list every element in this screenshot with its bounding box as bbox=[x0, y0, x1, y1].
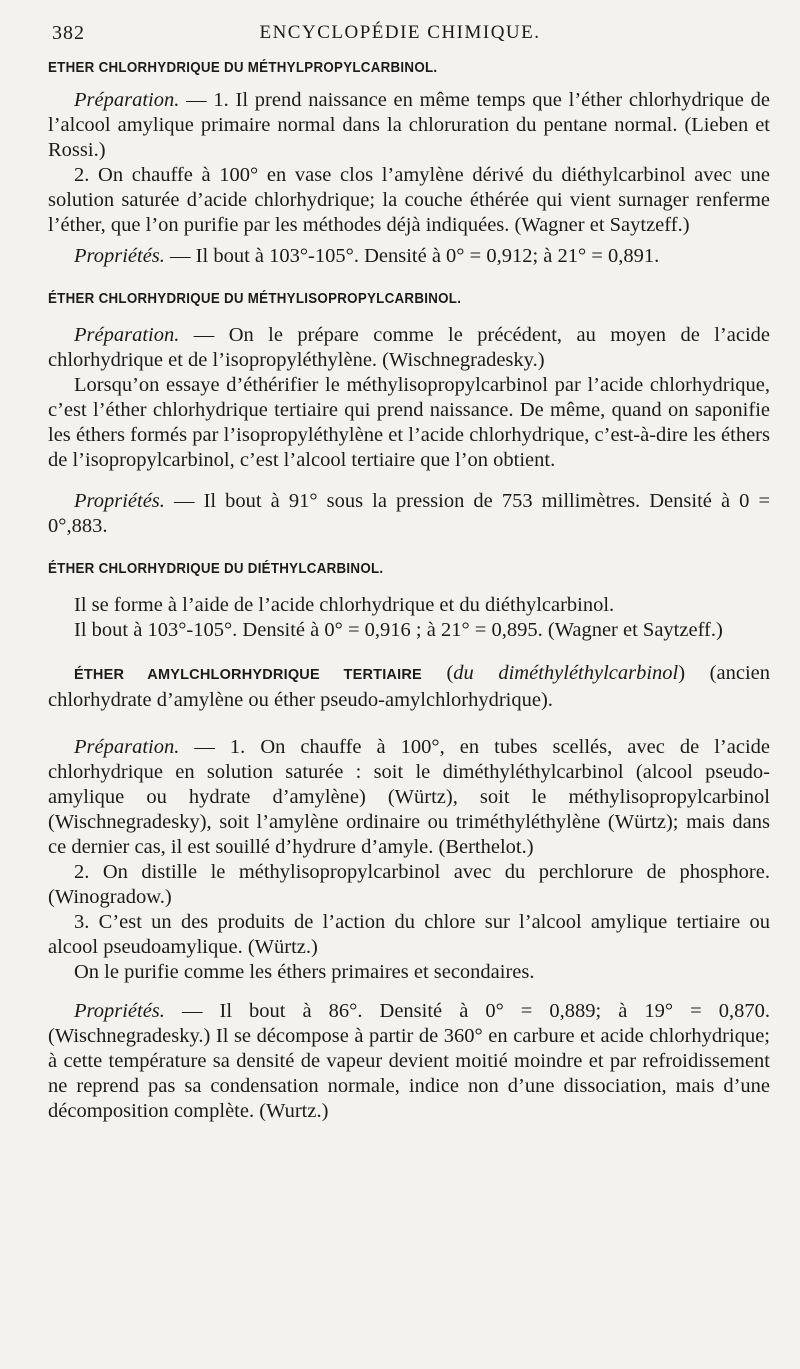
paragraph-label: Préparation. bbox=[74, 324, 180, 346]
section-heading-amylchlorhydrique-tertiaire: ÉTHER AMYLCHLORHYDRIQUE TERTIAIRE (du diméthyléthylcarbinol) (ancien chlorhydrate d’amylène ou éther pseudo-amylchlorhydrique). bbox=[48, 662, 770, 711]
section-heading-methylisopropylcarbinol: ÉTHER CHLORHYDRIQUE DU MÉTHYLISOPROPYLCARBINOL. bbox=[48, 291, 462, 307]
heading-italic: du diméthyléthylcarbinol bbox=[453, 662, 679, 684]
section-heading-diethylcarbinol: ÉTHER CHLORHYDRIQUE DU DIÉTHYLCARBINOL. bbox=[48, 561, 384, 577]
running-head bbox=[0, 22, 800, 52]
paragraph-label: Préparation. bbox=[74, 89, 180, 111]
paragraph bbox=[48, 999, 770, 1124]
paragraph-text: — 1. On chauffe à 100°, en tubes scellés, avec de l’acide chlorhydrique en solution saturée : soit le diméthyléthylcarbinol (alcool pseudo-amylique ou hydrate d’amylène) (Würtz), soit le méthylisopropylcarbinol (Wischnegradesky), soit l’amylène ordinaire ou triméthyléthylène (Würtz); mais dans ce dernier cas, il est souillé d’hydrure d’amyle. (Berthelot.) bbox=[48, 736, 770, 858]
paragraph: Il bout à 103°-105°. Densité à 0° = 0,916 ; à 21° = 0,895. (Wagner et Saytzeff.) bbox=[74, 619, 723, 641]
paragraph-label: Propriétés. bbox=[74, 1000, 165, 1022]
paragraph: Il se forme à l’aide de l’acide chlorhydrique et du diéthylcarbinol. bbox=[74, 594, 615, 616]
running-title: ENCYCLOPÉDIE CHIMIQUE. bbox=[259, 22, 541, 43]
paragraph bbox=[48, 88, 770, 163]
paragraph-label: Préparation. bbox=[74, 736, 180, 758]
paragraph: 2. On distille le méthylisopropylcarbinol avec du perchlorure de phosphore. (Winogradow.) bbox=[48, 861, 770, 908]
heading-bold: ÉTHER AMYLCHLORHYDRIQUE TERTIAIRE bbox=[74, 667, 422, 683]
paragraph-label: Propriétés. bbox=[74, 245, 165, 267]
paragraph-text: — Il bout à 91° sous la pression de 753 millimètres. Densité à 0 = 0°,883. bbox=[48, 490, 770, 537]
paragraph bbox=[48, 323, 770, 373]
paragraph: On le purifie comme les éthers primaires et secondaires. bbox=[74, 961, 535, 983]
paragraph bbox=[48, 244, 770, 269]
section-heading-methylpropylcarbinol: ETHER CHLORHYDRIQUE DU MÉTHYLPROPYLCARBINOL. bbox=[48, 60, 438, 76]
paragraph-text: — Il bout à 86°. Densité à 0° = 0,889; à 19° = 0,870. (Wischnegradesky.) Il se décompose à partir de 360° en carbure et acide chlorhydrique; à cette température sa densité de vapeur devient moitié moindre et par refroidissement ne reprend pas sa condensation normale, indice non d’une dissociation, mais d’une décomposition complète. (Wurtz.) bbox=[48, 1000, 770, 1122]
paragraph bbox=[48, 489, 770, 539]
paragraph bbox=[48, 735, 770, 860]
paragraph: Lorsqu’on essaye d’éthérifier le méthylisopropylcarbinol par l’acide chlorhydrique, c’est l’éther chlorhydrique tertiaire qui prend naissance. De même, quand on saponifie les éthers formés par l’isopropyléthylène et l’acide chlorhydrique, c’est-à-dire les éthers de l’isopropylcarbinol, c’est l’alcool tertiaire que l’on obtient. bbox=[48, 374, 770, 471]
paragraph: 2. On chauffe à 100° en vase clos l’amylène dérivé du diéthylcarbinol avec une solution saturée d’acide chlorhydrique; la couche éthérée qui vient surnager renferme l’éther, que l’on purifie par les méthodes déjà indiquées. (Wagner et Saytzeff.) bbox=[48, 164, 770, 236]
paragraph-text: — On le prépare comme le précédent, au moyen de l’acide chlorhydrique et de l’isopropyléthylène. (Wischnegradesky.) bbox=[48, 324, 770, 371]
paragraph: 3. C’est un des produits de l’action du chlore sur l’alcool amylique tertiaire ou alcool pseudoamylique. (Würtz.) bbox=[48, 911, 770, 958]
heading-rest: (ancien chlorhydrate d’amylène ou éther pseudo-amylchlorhydrique). bbox=[48, 662, 770, 711]
paragraph-text: — Il bout à 103°-105°. Densité à 0° = 0,912; à 21° = 0,891. bbox=[164, 245, 660, 267]
page-number: 382 bbox=[52, 22, 85, 44]
paragraph-text: — 1. Il prend naissance en même temps que l’éther chlorhydrique de l’alcool amylique primaire normal dans la chloruration du pentane normal. (Lieben et Rossi.) bbox=[48, 89, 770, 161]
page-body bbox=[48, 56, 770, 1124]
paragraph-label: Propriétés. bbox=[74, 490, 165, 512]
